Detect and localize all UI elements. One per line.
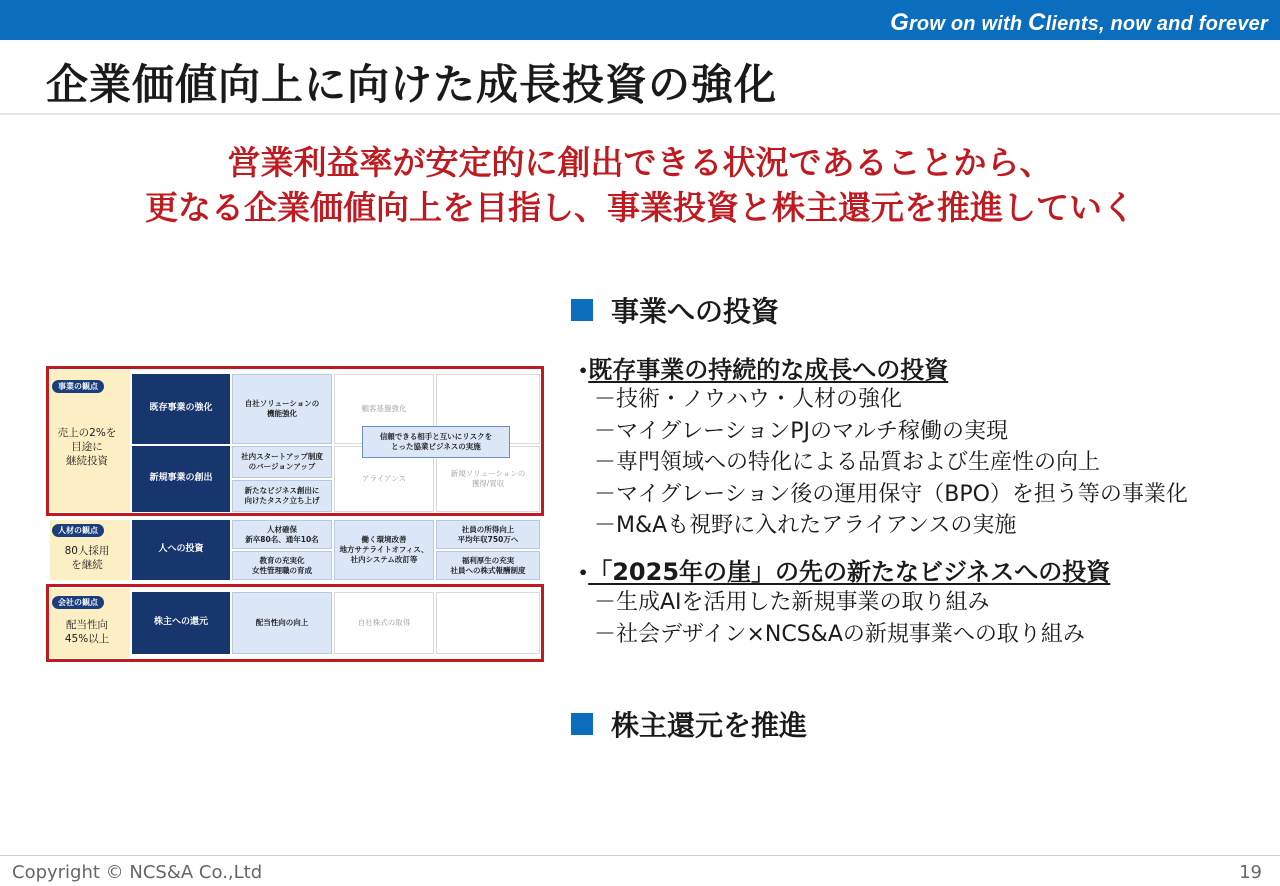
income-increase-cell: 社員の所得向上 平均年収750万へ [436, 520, 540, 549]
list-item: －マイグレーション後の運用保守（BPO）を担う等の事業化 [594, 481, 1188, 507]
talent-hiring-cell: 人材確保 新卒80名、通年10名 [232, 520, 332, 549]
education-cell: 教育の充実化 女性管理職の育成 [232, 551, 332, 580]
page-number: 19 [1239, 862, 1262, 883]
copyright-text: Copyright © NCS&A Co.,Ltd [12, 862, 263, 883]
company-highlight-frame [46, 584, 544, 662]
shareholder-return-heading: 株主還元を推進 [571, 704, 807, 744]
top-banner [0, 0, 1280, 40]
people-investment-label: 人への投資 [132, 520, 230, 580]
list-item: －専門領域への特化による品質および生産性の向上 [594, 450, 1101, 475]
business-investment-heading: 事業への投資 [571, 290, 779, 330]
list-item: －生成AIを活用した新規事業の取り組み [594, 590, 990, 615]
shareholder-return-label: 株主への還元 [132, 592, 230, 654]
list-item: －M&Aも視野に入れたアライアンスの実施 [594, 513, 1017, 538]
business-view-tag: 事業の観点 [52, 380, 104, 393]
square-bullet-icon [571, 299, 593, 321]
list-item: －技術・ノウハウ・人材の強化 [594, 387, 903, 412]
square-bullet-icon [571, 713, 593, 735]
existing-growth-list [594, 384, 1188, 542]
people-view-text: 80人採用 を継続 [64, 545, 110, 572]
share-buyback-cell: 自社株式の取得 [334, 592, 434, 654]
trusted-partner-callout: 信頼できる相手と互いにリスクを とった協業ビジネスの実施 [362, 426, 510, 458]
company-view-text: 配当性向 45%以上 [64, 619, 110, 646]
slide-title: 企業価値向上に向けた成長投資の強化 [46, 60, 778, 109]
title-divider [0, 113, 1280, 115]
welfare-cell: 福利厚生の充実 社員への株式報酬制度 [436, 551, 540, 580]
solution-enhance-cell: 自社ソリューションの 機能強化 [232, 374, 332, 444]
corporate-tagline: Grow on with Clients, now and forever [890, 9, 1268, 36]
bullet-title: 既存事業の持続的な成長への投資 [588, 356, 949, 384]
bullet-existing-growth: •既存事業の持続的な成長への投資 [578, 356, 949, 384]
people-block [46, 518, 544, 582]
people-view-tag: 人材の観点 [52, 524, 104, 537]
list-item: －マイグレーションPJのマルチ稼働の実現 [594, 418, 1008, 444]
bullet-new-business: •「2025年の崖」の先の新たなビジネスへの投資 [578, 558, 1111, 586]
payout-ratio-cell: 配当性向の向上 [232, 592, 332, 654]
new-business-list [594, 587, 1085, 650]
key-message-line-1: 営業利益率が安定的に創出できる状況であることから、 [227, 143, 1053, 182]
new-biz-task-cell: 新たなビジネス創出に 向けたタスク立ち上げ [232, 480, 332, 512]
startup-program-cell: 社内スタートアップ制度 のバージョンアップ [232, 446, 332, 478]
business-highlight-frame [46, 366, 544, 516]
investment-matrix [46, 366, 544, 662]
new-solution-acquisition-cell: 新規ソリューションの 獲得/買収 [436, 446, 540, 512]
key-message [0, 140, 1280, 230]
list-item: －社会デザイン×NCS&Aの新規事業への取り組み [594, 621, 1085, 647]
existing-business-label: 既存事業の強化 [132, 374, 230, 444]
bullet-title: 「2025年の崖」の先の新たなビジネスへの投資 [588, 558, 1111, 586]
customer-base-cell: 顧客基盤強化 [334, 374, 434, 444]
company-view-tag: 会社の観点 [52, 596, 104, 609]
key-message-line-2: 更なる企業価値向上を目指し、事業投資と株主還元を推進していく [145, 188, 1135, 227]
work-environment-cell: 働く環境改善 地方サテライトオフィス、 社内システム改訂等 [334, 520, 434, 580]
business-view-text: 売上の2%を 目途に 継続投資 [57, 427, 117, 468]
alliance-cell: アライアンス [334, 446, 434, 512]
new-business-label: 新規事業の創出 [132, 446, 230, 512]
footer-divider [0, 855, 1280, 856]
